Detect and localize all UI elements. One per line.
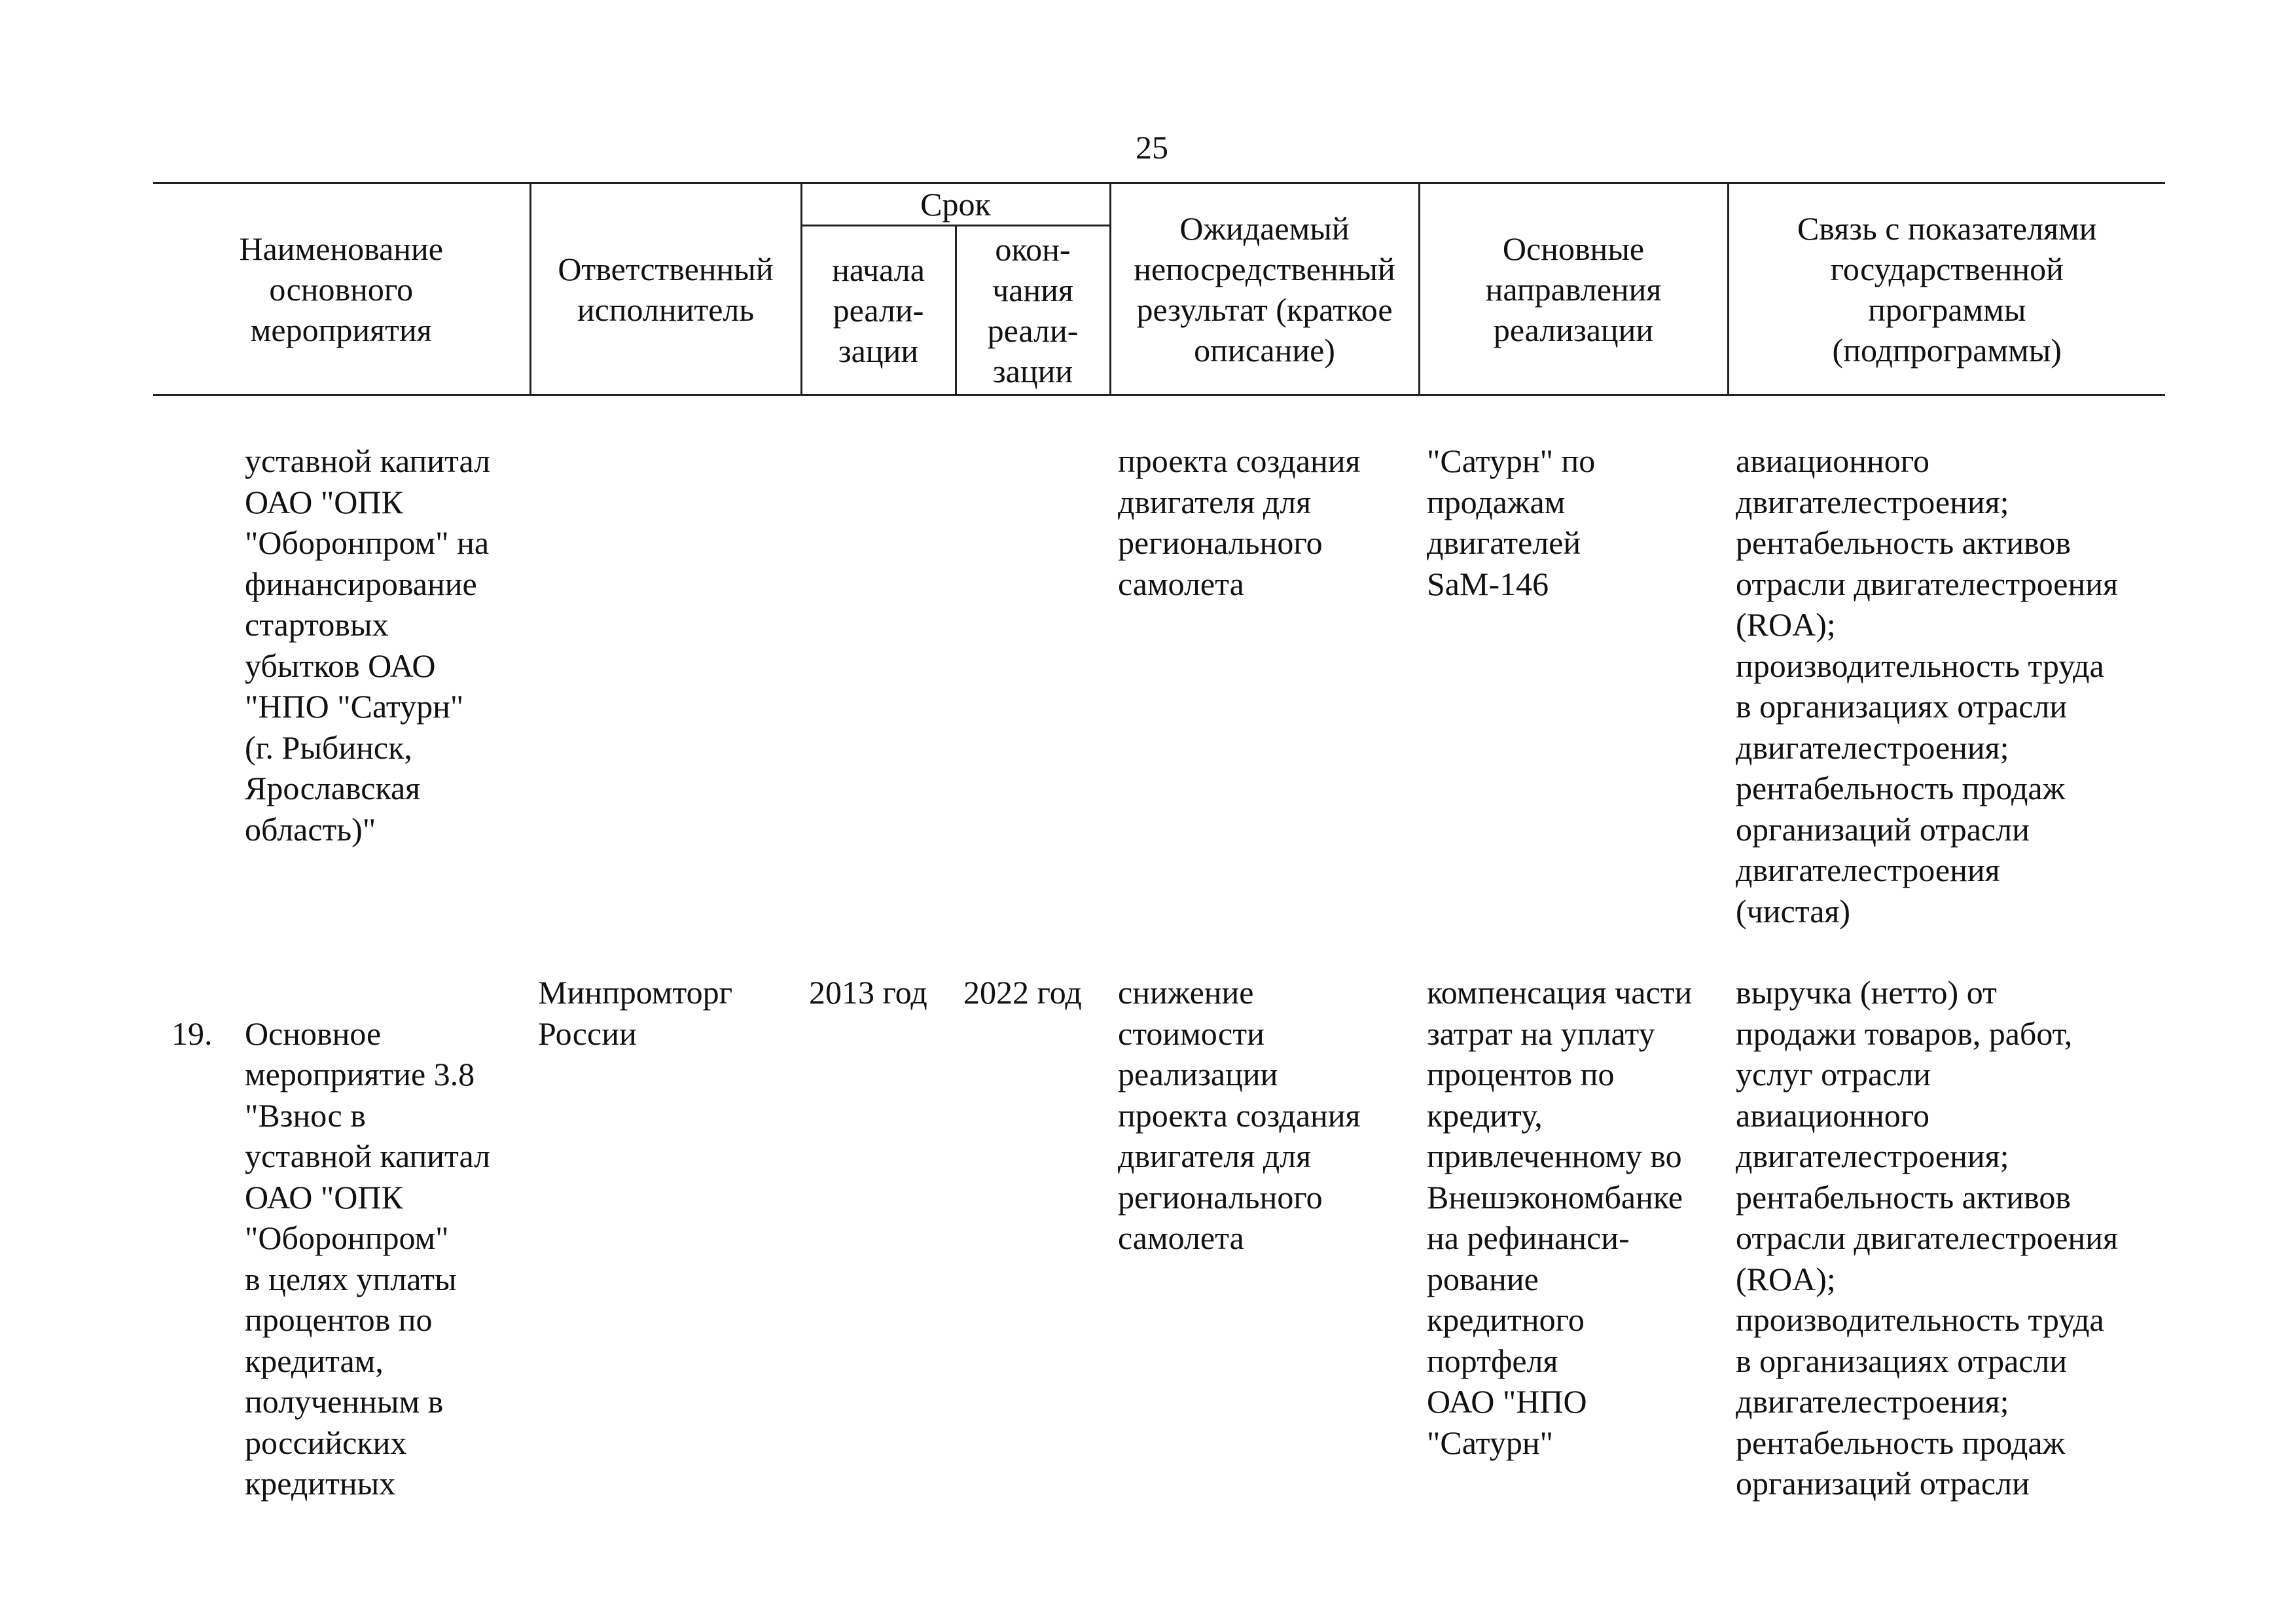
header-end: окон- чания реали- зации <box>956 226 1110 395</box>
cell-end <box>956 441 1110 931</box>
header-start: начала реали- зации <box>801 226 956 395</box>
header-result: Ожидаемый непосредственный результат (краткое описание) <box>1110 183 1419 395</box>
cell-link: выручка (нетто) от продажи товаров, работ, услуг отрасли авиационного двигателестроения; рентабельность активов отрасли двигателестроения (ROA); производительность труда в организациях отрасли двигателестроения; рентабельность продаж организаций отрасли <box>1736 974 2119 1502</box>
cell-name: уставной капитал ОАО "ОПК "Оборонпром" на финансирование стартовых убытков ОАО "НПО "Сатурн" (г. Рыбинск, Ярославская область)" <box>245 442 491 848</box>
cell-start: 2013 год <box>809 974 927 1011</box>
cell-directions: компенсация части затрат на уплату процентов по кредиту, привлеченному во Внешэкономбанке на рефинанси- рование кредитного портфеля ОАО "НПО "Сатурн" <box>1427 974 1693 1461</box>
cell-start <box>801 441 956 931</box>
cell-result: проекта создания двигателя для регионального самолета <box>1118 442 1361 602</box>
header-executor: Ответственный исполнитель <box>530 183 801 395</box>
cell-directions: "Сатурн" по продажам двигателей SaM-146 <box>1427 442 1596 602</box>
cell-link: авиационного двигателестроения; рентабельность активов отрасли двигателестроения (ROA); производительность труда в организациях отрасли двигателестроения; рентабельность продаж организаций отрасли двигателестроения (чистая) <box>1736 442 2119 929</box>
cell-executor <box>530 441 801 931</box>
cell-name <box>153 972 530 1545</box>
header-term: Срок <box>801 183 1110 226</box>
header-name: Наименование основного мероприятия <box>153 183 530 395</box>
measures-table <box>153 182 2165 1545</box>
table-row <box>153 972 2165 1545</box>
cell-executor: Минпромторг России <box>538 974 733 1052</box>
row-number: 19. <box>171 1015 213 1052</box>
cell-end: 2022 год <box>963 974 1082 1011</box>
table-row <box>153 441 2165 931</box>
page-number: 25 <box>1136 129 1168 166</box>
header-directions: Основные направления реализации <box>1419 183 1728 395</box>
cell-result: снижение стоимости реализации проекта создания двигателя для регионального самолета <box>1118 974 1361 1256</box>
row-name-text: Основное мероприятие 3.8 "Взнос в уставной капитал ОАО "ОПК "Оборонпром" в целях уплаты процентов по кредитам, полученным в российских кредитных <box>245 1015 491 1502</box>
header-link: Связь с показателями государственной программы (подпрограммы) <box>1728 183 2165 395</box>
